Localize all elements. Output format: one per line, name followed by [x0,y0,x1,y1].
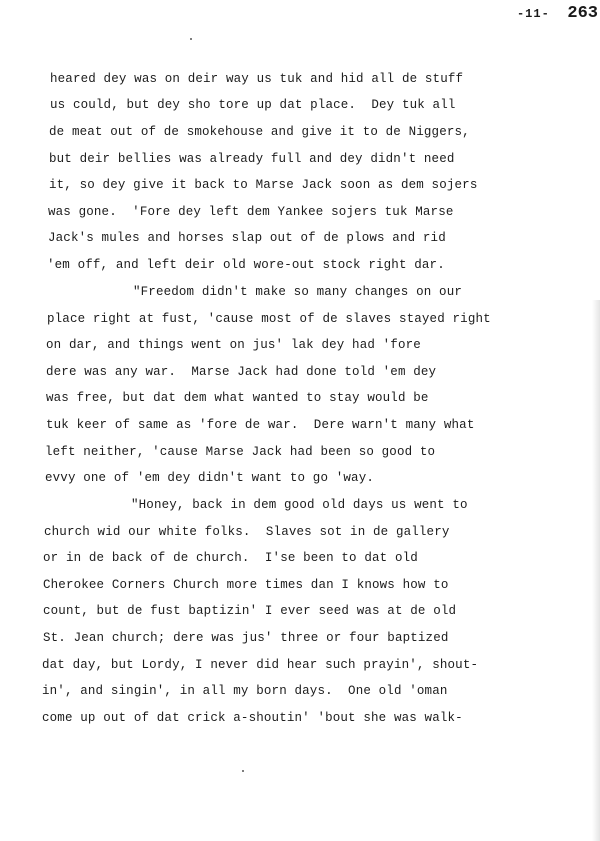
text-line: was free, but dat dem what wanted to stay would be [46,391,429,405]
text-line: Jack's mules and horses slap out of de plows and rid [48,231,446,245]
page-sub-number: -11- [516,7,550,21]
page-number: 263 [567,4,598,23]
scan-speck [190,38,192,40]
text-line: us could, but dey sho tore up dat place. Dey tuk all [50,98,456,112]
text-line: tuk keer of same as 'fore de war. Dere warn't many what [46,418,475,432]
text-line: it, so dey give it back to Marse Jack soon as dem sojers [49,178,478,192]
text-line: left neither, 'cause Marse Jack had been so good to [45,445,436,459]
text-line: evvy one of 'em dey didn't want to go 'way. [45,471,375,485]
text-line: church wid our white folks. Slaves sot in de gallery [44,525,450,539]
text-line: but deir bellies was already full and dey didn't need [49,152,455,166]
paragraph-start-line: "Freedom didn't make so many changes on our [133,285,463,299]
text-line: dere was any war. Marse Jack had done told 'em dey [46,365,437,379]
paragraph-start-line: "Honey, back in dem good old days us went to [131,498,468,512]
text-line: count, but de fust baptizin' I ever seed was at de old [43,604,457,618]
page-header [517,4,598,23]
scan-speck [242,770,244,772]
text-line: dat day, but Lordy, I never did hear such prayin', shout- [42,658,479,672]
text-line: place right at fust, 'cause most of de slaves stayed right [47,312,491,326]
text-line: on dar, and things went on jus' lak dey had 'fore [46,338,421,352]
text-line: was gone. 'Fore dey left dem Yankee sojers tuk Marse [48,205,454,219]
text-line: Cherokee Corners Church more times dan I knows how to [43,578,449,592]
text-line: come up out of dat crick a-shoutin' 'bout she was walk- [42,711,463,725]
text-line: de meat out of de smokehouse and give it to de Niggers, [49,125,470,139]
text-line: 'em off, and left deir old wore-out stock right dar. [47,258,445,272]
text-line: or in de back of de church. I'se been to dat old [43,551,418,565]
scan-edge-shadow [592,300,600,841]
text-line: heared dey was on deir way us tuk and hid all de stuff [50,72,464,86]
text-line: St. Jean church; dere was jus' three or four baptized [43,631,449,645]
text-line: in', and singin', in all my born days. One old 'oman [42,684,448,698]
